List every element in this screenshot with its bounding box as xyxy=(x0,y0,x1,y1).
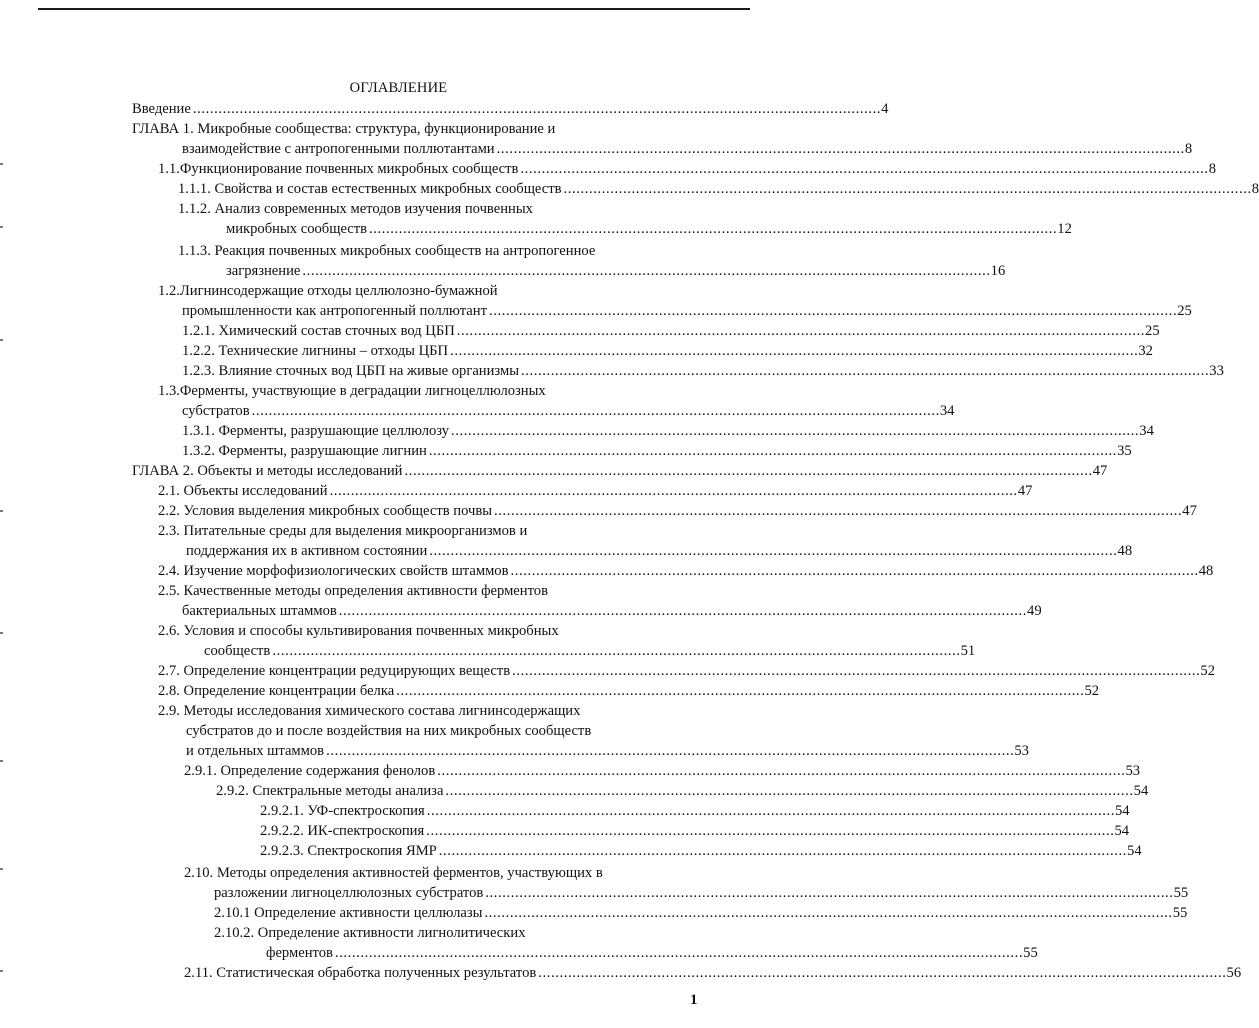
toc-entry-text: разложении лигноцеллюлозных субстратов xyxy=(214,885,484,901)
toc-entry-heading[interactable] xyxy=(158,521,527,541)
toc-leader-dots: .................................................................................................................................................................. xyxy=(510,563,1199,579)
toc-leader-dots: .................................................................................................................................................................. xyxy=(496,141,1185,157)
toc-entry[interactable] xyxy=(158,661,1216,681)
toc-entry[interactable] xyxy=(214,903,1188,923)
toc-leader-dots: .................................................................................................................................................................. xyxy=(521,363,1210,379)
toc-entry-text: субстратов до и после воздействия на них микробных сообществ xyxy=(186,723,592,739)
toc-entry-text: 2.8. Определение концентрации белка xyxy=(158,683,395,699)
toc-entry-text: 2.7. Определение концентрации редуцирующих веществ xyxy=(158,663,511,679)
toc-leader-dots: .................................................................................................................................................................. xyxy=(438,843,1128,859)
toc-leader-dots: .................................................................................................................................................................. xyxy=(192,101,882,117)
toc-entry-text: 2.11. Статистическая обработка полученных результатов xyxy=(184,965,537,981)
toc-entry-heading[interactable] xyxy=(184,863,603,883)
toc-entry-text: бактериальных штаммов xyxy=(182,603,337,619)
toc-entry[interactable] xyxy=(182,341,1153,361)
scan-mark xyxy=(0,510,3,512)
toc-entry[interactable] xyxy=(158,681,1100,701)
toc-page-number: 52 xyxy=(1084,683,1100,699)
toc-entry[interactable] xyxy=(132,461,1108,481)
toc-entry-text: 2.9.2.2. ИК-спектроскопия xyxy=(260,823,425,839)
toc-page-number: 51 xyxy=(960,643,976,659)
toc-entry-text: 1.3.2. Ферменты, разрушающие лигнин xyxy=(182,443,427,459)
toc-page-number: 25 xyxy=(1177,303,1192,319)
toc-entry-heading[interactable] xyxy=(158,701,580,721)
toc-page-number: 32 xyxy=(1138,343,1153,359)
toc-leader-dots: .................................................................................................................................................................. xyxy=(338,603,1028,619)
toc-entry[interactable] xyxy=(226,219,1072,239)
toc-entry[interactable] xyxy=(204,641,976,661)
page-title: ОГЛАВЛЕНИЕ xyxy=(349,80,448,96)
toc-entry-text: 1.1.2. Анализ современных методов изучения почвенных xyxy=(178,201,533,217)
toc-entry-text: 2.10.2. Определение активности лигнолитических xyxy=(214,925,526,941)
toc-entry[interactable] xyxy=(178,179,1259,199)
toc-entry-text: 1.3.1. Ферменты, разрушающие целлюлозу xyxy=(182,423,450,439)
toc-page-number: 55 xyxy=(1023,945,1038,961)
toc-entry[interactable] xyxy=(158,561,1214,581)
toc-entry[interactable] xyxy=(186,741,1029,761)
toc-leader-dots: .................................................................................................................................................................. xyxy=(428,443,1118,459)
toc-leader-dots: .................................................................................................................................................................. xyxy=(450,343,1139,359)
toc-leader-dots: .................................................................................................................................................................. xyxy=(484,905,1173,921)
toc-entry[interactable] xyxy=(132,99,889,119)
toc-leader-dots: .................................................................................................................................................................. xyxy=(404,463,1093,479)
toc-leader-dots: .................................................................................................................................................................. xyxy=(563,181,1252,197)
toc-entry-heading[interactable] xyxy=(132,119,555,139)
toc-leader-dots: .................................................................................................................................................................. xyxy=(302,263,991,279)
toc-entry-heading[interactable] xyxy=(158,621,559,641)
toc-entry-text: субстратов xyxy=(182,403,250,419)
toc-page-number: 34 xyxy=(1139,423,1154,439)
toc-leader-dots: .................................................................................................................................................................. xyxy=(334,945,1024,961)
toc-entry-heading[interactable] xyxy=(158,581,548,601)
scan-mark xyxy=(0,970,3,972)
toc-entry-text: сообществ xyxy=(204,643,271,659)
toc-entry[interactable] xyxy=(260,801,1130,821)
toc-entry[interactable] xyxy=(182,139,1193,159)
toc-leader-dots: .................................................................................................................................................................. xyxy=(445,783,1134,799)
toc-page-number: 52 xyxy=(1200,663,1216,679)
toc-entry[interactable] xyxy=(182,301,1192,321)
toc-entry-text: Введение xyxy=(132,101,191,117)
toc-entry[interactable] xyxy=(260,821,1130,841)
toc-entry-text: ферментов xyxy=(266,945,333,961)
toc-leader-dots: .................................................................................................................................................................. xyxy=(429,543,1118,559)
toc-leader-dots: .................................................................................................................................................................. xyxy=(437,763,1126,779)
toc-entry[interactable] xyxy=(216,781,1149,801)
toc-page-number: 8 xyxy=(1184,141,1193,157)
toc-entry-heading[interactable] xyxy=(214,923,526,943)
toc-entry[interactable] xyxy=(214,883,1189,903)
toc-page-number: 8 xyxy=(1208,161,1216,177)
toc-page-number: 48 xyxy=(1198,563,1214,579)
toc-entry-text: 1.2.1. Химический состав сточных вод ЦБП xyxy=(182,323,455,339)
toc-entry-text: загрязнение xyxy=(226,263,301,279)
toc-page-number: 12 xyxy=(1057,221,1072,237)
toc-entry[interactable] xyxy=(186,541,1133,561)
toc-page-number: 35 xyxy=(1117,443,1132,459)
scan-mark xyxy=(0,760,3,762)
toc-page-number: 47 xyxy=(1092,463,1108,479)
toc-entry-heading[interactable] xyxy=(158,281,498,301)
toc-entry-text: 2.10.1 Определение активности целлюлазы xyxy=(214,905,483,921)
toc-leader-dots: .................................................................................................................................................................. xyxy=(451,423,1140,439)
toc-entry-text: взаимодействие с антропогенными поллютантами xyxy=(182,141,495,157)
toc-entry-text: 2.2. Условия выделения микробных сообществ почвы xyxy=(158,503,493,519)
toc-entry-text: 2.3. Питательные среды для выделения микроорганизмов и xyxy=(158,523,528,539)
toc-leader-dots: .................................................................................................................................................................. xyxy=(251,403,940,419)
toc-entry-text: 1.1.Функционирование почвенных микробных сообществ xyxy=(158,161,519,177)
toc-page-number: 48 xyxy=(1117,543,1133,559)
toc-entry-text: 2.1. Объекты исследований xyxy=(158,483,328,499)
toc-page-number: 55 xyxy=(1172,905,1188,921)
toc-entry-heading[interactable] xyxy=(186,721,591,741)
toc-page-number: 16 xyxy=(990,263,1006,279)
toc-entry[interactable] xyxy=(158,159,1216,179)
toc-entry[interactable] xyxy=(184,963,1242,983)
toc-leader-dots: .................................................................................................................................................................. xyxy=(329,483,1018,499)
toc-leader-dots: .................................................................................................................................................................. xyxy=(426,803,1115,819)
toc-page-number: 54 xyxy=(1114,803,1130,819)
toc-leader-dots: .................................................................................................................................................................. xyxy=(512,663,1201,679)
scan-mark xyxy=(0,163,3,165)
toc-entry-text: 2.9.2.3. Спектроскопия ЯМР xyxy=(260,843,437,859)
toc-entry-text: 2.9.1. Определение содержания фенолов xyxy=(184,763,436,779)
toc-entry-text: 2.10. Методы определения активностей ферментов, участвующих в xyxy=(184,865,603,881)
toc-page-number: 55 xyxy=(1173,885,1189,901)
toc-page-number: 47 xyxy=(1182,503,1197,519)
toc-entry[interactable] xyxy=(182,361,1224,381)
toc-entry-text: 1.2.2. Технические лигнины – отходы ЦБП xyxy=(182,343,449,359)
toc-entry-heading[interactable] xyxy=(158,381,546,401)
toc-entry-text: 2.9.2. Спектральные методы анализа xyxy=(216,783,444,799)
scan-mark xyxy=(0,226,3,228)
top-rule xyxy=(38,8,750,10)
toc-entry[interactable] xyxy=(182,421,1154,441)
toc-entry-text: 1.1.3. Реакция почвенных микробных сообществ на антропогенное xyxy=(178,243,596,259)
toc-leader-dots: .................................................................................................................................................................. xyxy=(488,303,1178,319)
toc-leader-dots: .................................................................................................................................................................. xyxy=(272,643,961,659)
toc-page-number: 53 xyxy=(1014,743,1029,759)
toc-entry-text: 2.9. Методы исследования химического состава лигнинсодержащих xyxy=(158,703,581,719)
toc-entry-heading[interactable] xyxy=(178,241,595,261)
toc-entry[interactable] xyxy=(184,761,1141,781)
toc-page-number: 47 xyxy=(1017,483,1033,499)
toc-entry-text: 2.5. Качественные методы определения активности ферментов xyxy=(158,583,548,599)
toc-entry[interactable] xyxy=(182,321,1160,341)
toc-page-number: 34 xyxy=(939,403,955,419)
scan-mark xyxy=(0,339,3,341)
toc-entry[interactable] xyxy=(260,841,1142,861)
toc-page-number: 4 xyxy=(881,101,889,117)
toc-entry-text: 2.4. Изучение морфофизиологических свойств штаммов xyxy=(158,563,509,579)
toc-entry[interactable] xyxy=(226,261,1006,281)
toc-entry[interactable] xyxy=(266,943,1038,963)
scan-mark xyxy=(0,632,3,634)
toc-page-number: 53 xyxy=(1125,763,1141,779)
toc-leader-dots: .................................................................................................................................................................. xyxy=(426,823,1115,839)
toc-leader-dots: .................................................................................................................................................................. xyxy=(538,965,1227,981)
toc-entry[interactable] xyxy=(182,601,1042,621)
toc-page-number: 33 xyxy=(1209,363,1224,379)
toc-page-number: 25 xyxy=(1145,323,1160,339)
toc-entry-heading[interactable] xyxy=(178,199,533,219)
toc-leader-dots: .................................................................................................................................................................. xyxy=(369,221,1058,237)
toc-page-number: 54 xyxy=(1127,843,1142,859)
toc-entry-text: 1.3.Ферменты, участвующие в деградации лигноцеллюлозных xyxy=(158,383,546,399)
toc-entry[interactable] xyxy=(182,441,1132,461)
toc-page-number: 54 xyxy=(1114,823,1130,839)
toc-entry-text: и отдельных штаммов xyxy=(186,743,325,759)
toc-page-number: 56 xyxy=(1226,965,1242,981)
toc-leader-dots: .................................................................................................................................................................. xyxy=(520,161,1209,177)
toc-entry-text: промышленности как антропогенный поллютант xyxy=(182,303,487,319)
toc-entry-text: 2.6. Условия и способы культивирования почвенных микробных xyxy=(158,623,559,639)
toc-leader-dots: .................................................................................................................................................................. xyxy=(485,885,1174,901)
toc-page-number: 8 xyxy=(1251,181,1259,197)
toc-entry-text: 2.9.2.1. УФ-спектроскопия xyxy=(260,803,425,819)
toc-entry-text: поддержания их в активном состоянии xyxy=(186,543,428,559)
toc-leader-dots: .................................................................................................................................................................. xyxy=(456,323,1146,339)
toc-leader-dots: .................................................................................................................................................................. xyxy=(494,503,1183,519)
toc-entry[interactable] xyxy=(158,501,1197,521)
toc-leader-dots: .................................................................................................................................................................. xyxy=(396,683,1085,699)
toc-page-number: 54 xyxy=(1133,783,1149,799)
toc-entry-text: 1.2.3. Влияние сточных вод ЦБП на живые организмы xyxy=(182,363,520,379)
scan-mark xyxy=(0,868,3,870)
toc-entry-text: микробных сообществ xyxy=(226,221,368,237)
toc-entry-text: ГЛАВА 1. Микробные сообщества: структура, функционирование и xyxy=(132,121,556,137)
toc-leader-dots: .................................................................................................................................................................. xyxy=(326,743,1015,759)
toc-entry-text: ГЛАВА 2. Объекты и методы исследований xyxy=(132,463,403,479)
toc-entry-text: 1.1.1. Свойства и состав естественных микробных сообществ xyxy=(178,181,562,197)
page-number: 1 xyxy=(690,992,698,1008)
toc-entry-text: 1.2.Лигнинсодержащие отходы целлюлозно-бумажной xyxy=(158,283,498,299)
toc-entry[interactable] xyxy=(182,401,955,421)
toc-entry[interactable] xyxy=(158,481,1033,501)
toc-page-number: 49 xyxy=(1027,603,1042,619)
